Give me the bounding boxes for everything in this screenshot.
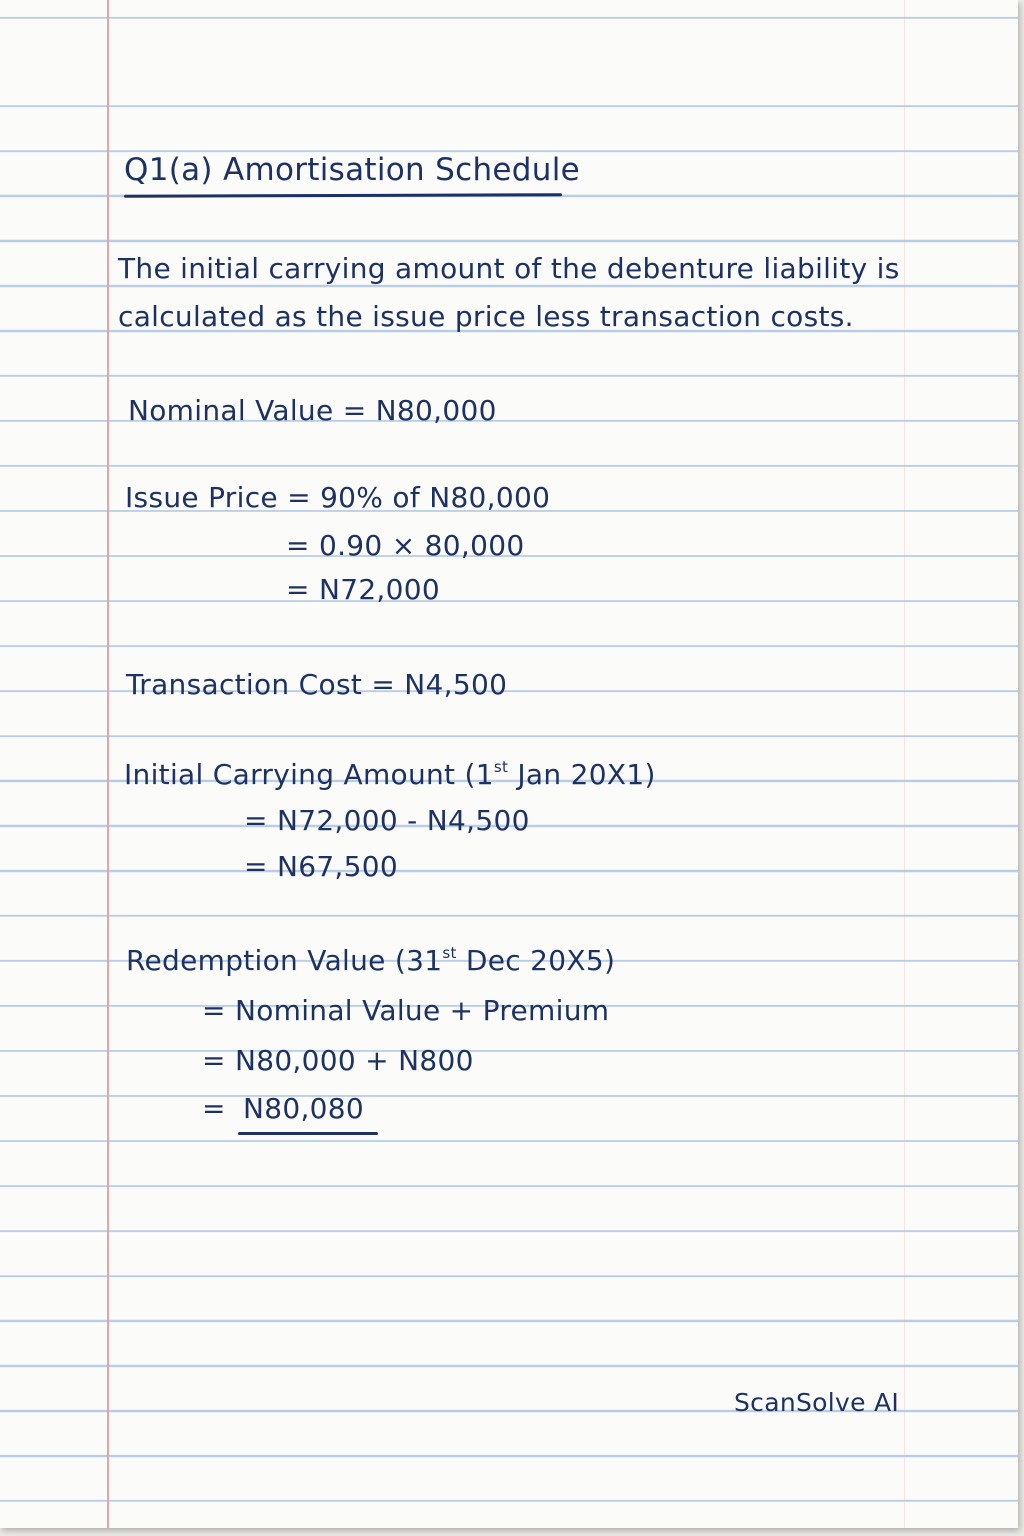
redemption-value-line-2: = Nominal Value + Premium [202, 994, 610, 1027]
issue-price-line-1: Issue Price = 90% of N80,000 [125, 481, 551, 514]
redemption-value-ordinal: st [442, 944, 457, 962]
initial-carrying-amount-date: Jan 20X1) [508, 758, 656, 791]
redemption-value-label [126, 944, 615, 977]
issue-price-line-2: = 0.90 × 80,000 [286, 529, 525, 562]
faint-right-margin-line [904, 0, 905, 1528]
redemption-value-line-4 [202, 1092, 364, 1125]
initial-carrying-amount-line-2: = N72,000 - N4,500 [244, 804, 530, 837]
initial-carrying-amount-line-3: = N67,500 [244, 850, 398, 883]
nominal-value-line: Nominal Value = N80,000 [128, 394, 497, 427]
redemption-value-total: N80,080 [242, 1092, 364, 1125]
redemption-value-equals: = [202, 1092, 226, 1125]
final-answer-underline [238, 1132, 378, 1135]
redemption-value-label-text: Redemption Value (31 [126, 944, 443, 977]
intro-line-2: calculated as the issue price less transaction costs. [118, 300, 854, 333]
issue-price-line-3: = N72,000 [286, 573, 440, 606]
red-margin-line [107, 0, 109, 1528]
redemption-value-date: Dec 20X5) [456, 944, 616, 977]
scansolve-signature: ScanSolve AI [734, 1388, 900, 1417]
initial-carrying-amount-label [124, 758, 656, 791]
heading-underline [124, 193, 562, 198]
intro-line-1: The initial carrying amount of the debenture liability is [118, 252, 900, 285]
initial-carrying-amount-ordinal: st [493, 758, 509, 776]
transaction-cost-line: Transaction Cost = N4,500 [126, 668, 508, 701]
page-heading: Q1(a) Amortisation Schedule [124, 152, 580, 188]
initial-carrying-amount-label-text: Initial Carrying Amount (1 [124, 758, 494, 791]
redemption-value-line-3: = N80,000 + N800 [202, 1044, 474, 1077]
